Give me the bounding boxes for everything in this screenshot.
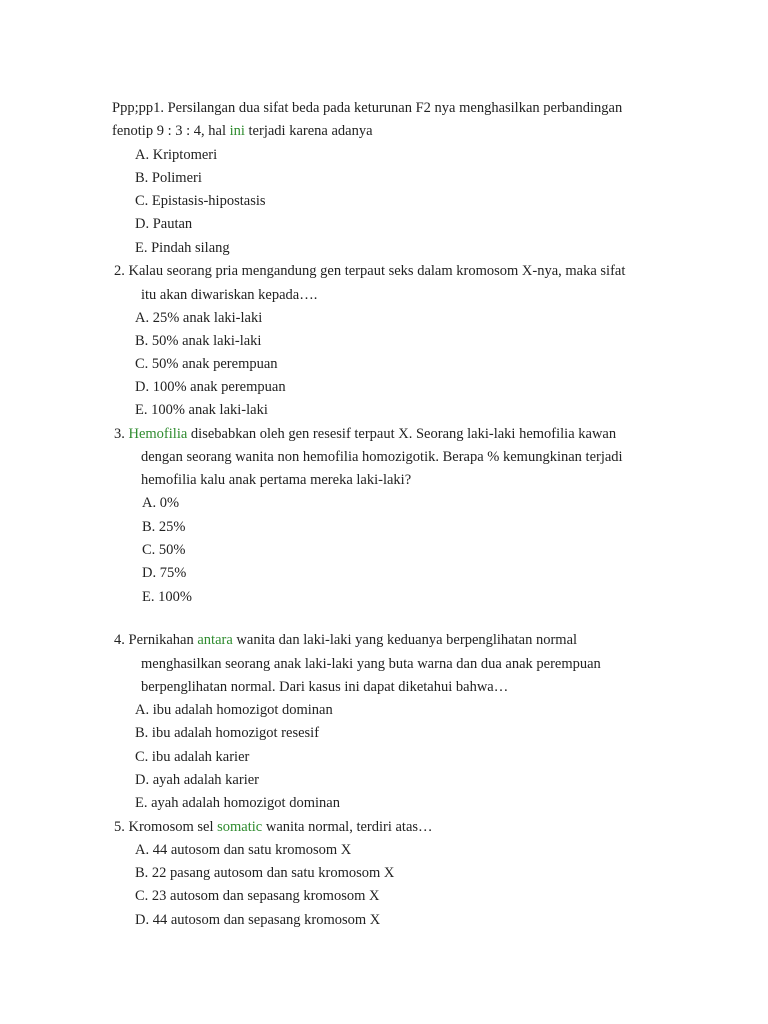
q5-option-c: C. 23 autosom dan sepasang kromosom X xyxy=(135,888,380,904)
q4-text-line-2: menghasilkan seorang anak laki-laki yang buta warna dan dua anak perempuan xyxy=(141,656,601,672)
highlighted-word: somatic xyxy=(217,819,263,835)
q4-option-a: A. ibu adalah homozigot dominan xyxy=(135,702,333,718)
q5-option-d: D. 44 autosom dan sepasang kromosom X xyxy=(135,912,381,928)
q2-option-c: C. 50% anak perempuan xyxy=(135,356,278,372)
q4-option-b: B. ibu adalah homozigot resesif xyxy=(135,725,320,741)
q2-option-b: B. 50% anak laki-laki xyxy=(135,333,262,349)
q4-option-e: E. ayah adalah homozigot dominan xyxy=(135,795,340,811)
q3-text-line-1: 3. Hemofilia disebabkan oleh gen resesif terpaut X. Seorang laki-laki hemofilia kawan xyxy=(114,426,617,442)
q4-option-d: D. ayah adalah karier xyxy=(135,772,259,788)
q2-text-line-2: itu akan diwariskan kepada…. xyxy=(141,287,318,303)
highlighted-word: ini xyxy=(229,123,245,139)
q3-option-d: D. 75% xyxy=(142,565,187,581)
q5-option-b: B. 22 pasang autosom dan satu kromosom X xyxy=(135,865,395,881)
q1-option-b: B. Polimeri xyxy=(135,170,202,186)
q2-option-e: E. 100% anak laki-laki xyxy=(135,402,268,418)
q1-option-d: D. Pautan xyxy=(135,216,193,232)
q3-option-c: C. 50% xyxy=(142,542,186,558)
q1-text-line-1: Ppp;pp1. Persilangan dua sifat beda pada keturunan F2 nya menghasilkan perbandingan xyxy=(112,100,623,116)
highlighted-word: Hemofilia xyxy=(128,426,188,442)
q3-option-a: A. 0% xyxy=(142,495,180,511)
q1-option-c: C. Epistasis-hipostasis xyxy=(135,193,266,209)
q5-option-a: A. 44 autosom dan satu kromosom X xyxy=(135,842,352,858)
q2-option-d: D. 100% anak perempuan xyxy=(135,379,286,395)
q1-option-e: E. Pindah silang xyxy=(135,240,230,256)
q4-text-line-1: 4. Pernikahan antara wanita dan laki-laki yang keduanya berpenglihatan normal xyxy=(114,632,578,648)
q3-text-line-3: hemofilia kalu anak pertama mereka laki-laki? xyxy=(141,472,412,488)
q3-option-e: E. 100% xyxy=(142,589,192,605)
highlighted-word: antara xyxy=(197,632,233,648)
q3-text-line-2: dengan seorang wanita non hemofilia homozigotik. Berapa % kemungkinan terjadi xyxy=(141,449,623,465)
q4-option-c: C. ibu adalah karier xyxy=(135,749,250,765)
q3-option-b: B. 25% xyxy=(142,519,186,535)
q2-option-a: A. 25% anak laki-laki xyxy=(135,310,263,326)
q1-option-a: A. Kriptomeri xyxy=(135,147,218,163)
q2-text-line-1: 2. Kalau seorang pria mengandung gen terpaut seks dalam kromosom X-nya, maka sifat xyxy=(114,263,626,279)
q1-text-line-2: fenotip 9 : 3 : 4, hal ini terjadi karena adanya xyxy=(112,123,373,139)
q5-text-line-1: 5. Kromosom sel somatic wanita normal, terdiri atas… xyxy=(114,819,433,835)
q4-text-line-3: berpenglihatan normal. Dari kasus ini dapat diketahui bahwa… xyxy=(141,679,509,695)
